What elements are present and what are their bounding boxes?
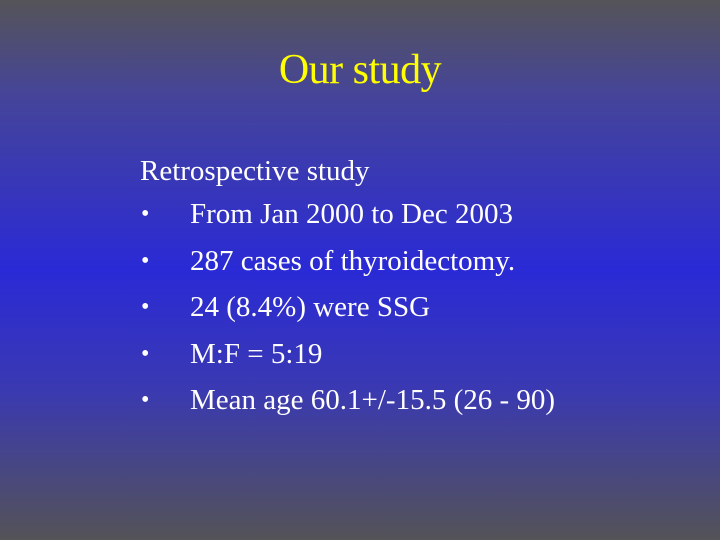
bullet-dot-icon: • xyxy=(141,247,150,274)
bullet-item xyxy=(140,194,555,241)
bullet-item xyxy=(140,241,555,288)
bullet-dot-icon: • xyxy=(141,387,150,413)
bullet-text-mean-age: Mean age 60.1+/-15.5 (26 - 90) xyxy=(190,384,556,416)
bullet-dot-icon: • xyxy=(141,201,150,227)
bullet-item xyxy=(140,287,555,334)
bullet-dot-icon: • xyxy=(141,294,150,320)
intro-line: Retrospective study xyxy=(140,155,370,187)
bullet-text-cases: 287 cases of thyroidectomy. xyxy=(190,244,516,277)
bullet-dot-icon: • xyxy=(141,340,150,367)
bullet-item xyxy=(140,334,555,381)
bullet-text-sex-ratio: M:F = 5:19 xyxy=(190,337,323,370)
bullet-item xyxy=(140,380,555,427)
bullet-list xyxy=(140,194,555,427)
slide-title: Our study xyxy=(278,47,442,93)
bullet-text-ssg: 24 (8.4%) were SSG xyxy=(190,291,431,323)
bullet-text-date-range: From Jan 2000 to Dec 2003 xyxy=(190,198,513,230)
